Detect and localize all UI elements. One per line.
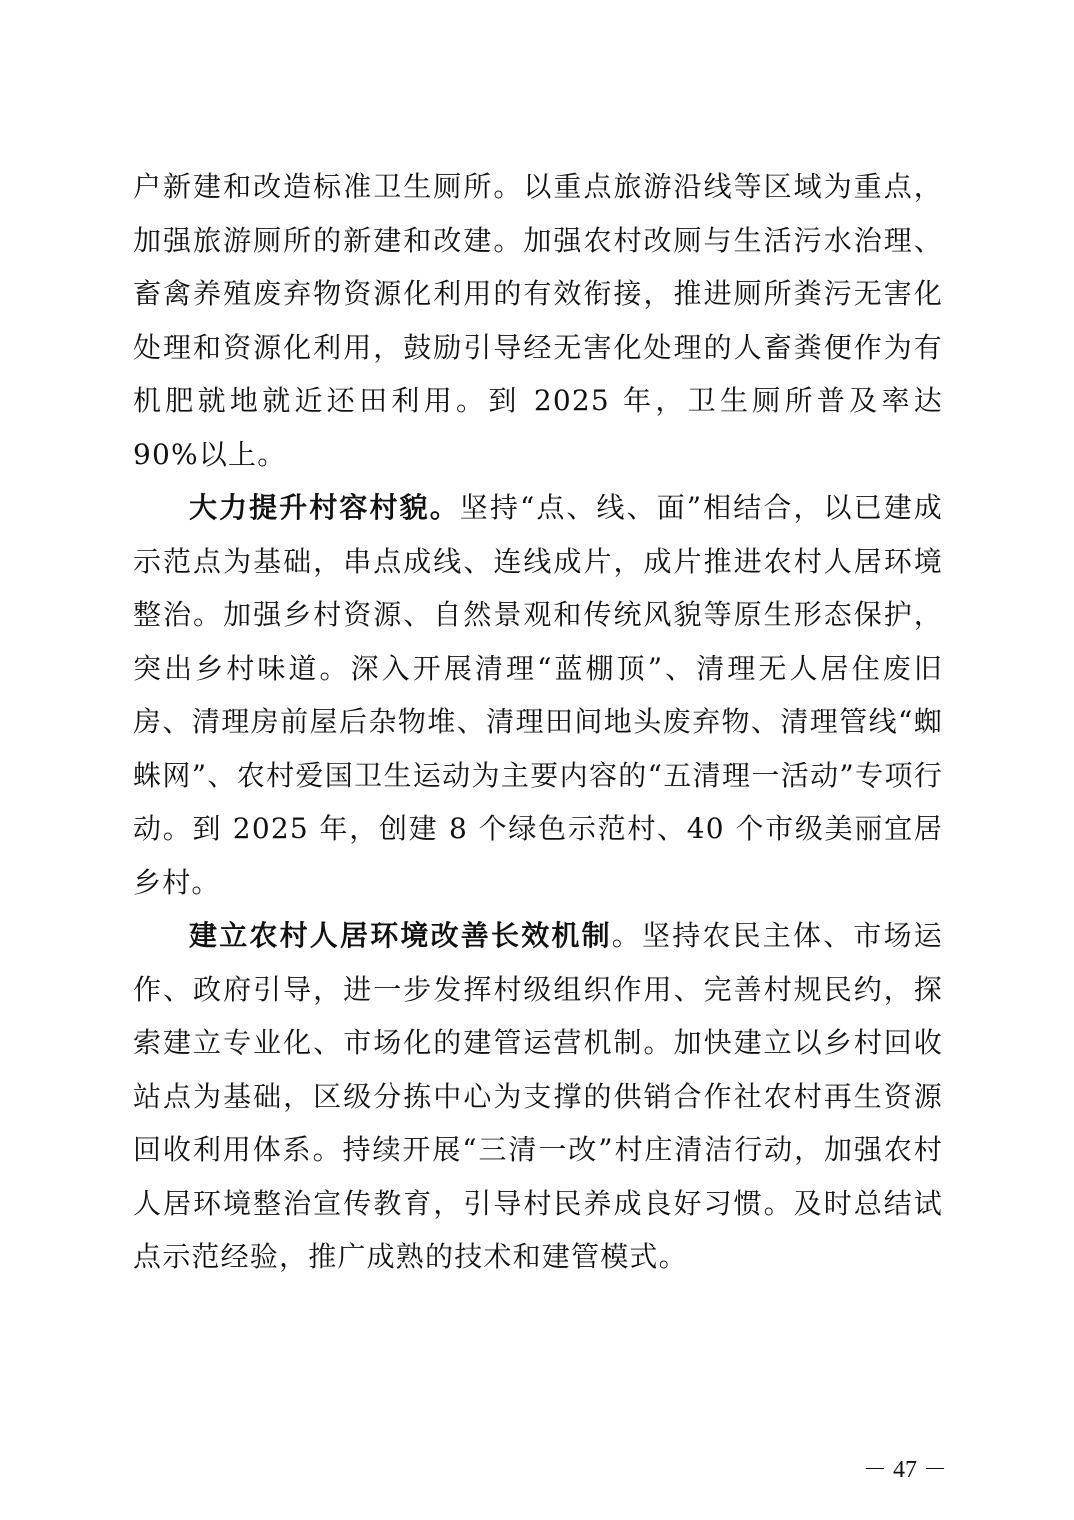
paragraph-2-text: 坚持“点、线、面”相结合，以已建成示范点为基础，串点成线、连线成片，成片推进农村人居环境整治。加强乡村资源、自然景观和传统风貌等原生形态保护，突出乡村味道。深入开展清理“蓝棚顶”、清理无人居住废旧房、清理房前屋后杂物堆、清理田间地头废弃物、清理管线“蜘蛛网”、农村爱国卫生运动为主要内容的“五清理一活动”专项行动。到 2025 年，创建 8 个绿色示范村、40 个市级美丽宜居乡村。	[133, 491, 943, 899]
paragraph-3	[133, 909, 943, 1284]
paragraph-2-heading: 大力提升村容村貌。	[189, 491, 460, 524]
page-number: － 47 －	[863, 1457, 947, 1483]
body-text	[133, 160, 943, 1284]
paragraph-2	[133, 481, 943, 909]
paragraph-1-text: 户新建和改造标准卫生厕所。以重点旅游沿线等区域为重点，加强旅游厕所的新建和改建。加强农村改厕与生活污水治理、畜禽养殖废弃物资源化利用的有效衔接，推进厕所粪污无害化处理和资源化利用，鼓励引导经无害化处理的人畜粪便作为有机肥就地就近还田利用。到 2025 年，卫生厕所普及率达 90%以上。	[133, 170, 943, 471]
paragraph-1	[133, 160, 943, 481]
paragraph-3-heading: 建立农村人居环境改善长效机制	[189, 919, 612, 952]
paragraph-3-text: 。坚持农民主体、市场运作、政府引导，进一步发挥村级组织作用、完善村规民约，探索建立专业化、市场化的建管运营机制。加快建立以乡村回收站点为基础，区级分拣中心为支撑的供销合作社农村再生资源回收利用体系。持续开展“三清一改”村庄清洁行动，加强农村人居环境整治宣传教育，引导村民养成良好习惯。及时总结试点示范经验，推广成熟的技术和建管模式。	[133, 919, 943, 1273]
